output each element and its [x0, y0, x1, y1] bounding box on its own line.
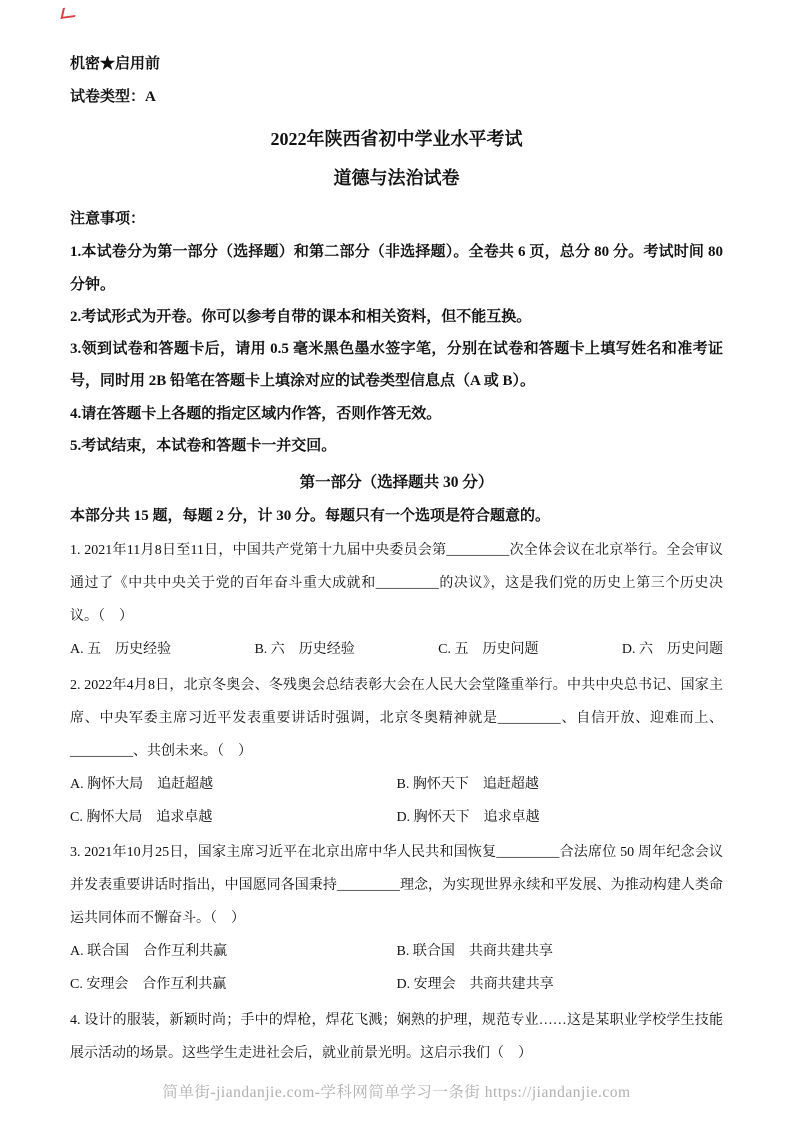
- question-3-stem: 3. 2021年10月25日，国家主席习近平在北京出席中华人民共和国恢复_________合法席位 50 周年纪念会议并发表重要讲话时指出，中国愿同各国秉持_________理念，为实现世界永续和平发展、为推动构建人类命运共同体而不懈奋斗。（ ）: [70, 845, 723, 927]
- question-2-option-a: A. 胸怀大局 追赶超越: [70, 776, 214, 792]
- notice-item-4: 4.请在答题卡上各题的指定区域内作答，否则作答无效。: [70, 405, 442, 422]
- question-3-option-a: A. 联合国 合作互利共赢: [70, 944, 228, 960]
- paper-type-label: 试卷类型：A: [70, 89, 156, 105]
- confidential-label: 机密★启用前: [70, 56, 161, 72]
- section1-intro: 本部分共 15 题，每题 2 分，计 30 分。每题只有一个选项是符合题意的。: [70, 508, 551, 525]
- notice-item-3: 3.领到试卷和答题卡后，请用 0.5 毫米黑色墨水签字笔，分别在试卷和答题卡上填写姓名和准考证号，同时用 2B 铅笔在答题卡上填涂对应的试卷类型信息点（A 或 B）。: [70, 341, 723, 390]
- notices-heading: 注意事项：: [70, 211, 146, 228]
- question-2: [70, 670, 723, 834]
- question-1-stem: 1. 2021年11月8日至11日，中国共产党第十九届中央委员会第_________次全体会议在北京举行。全会审议通过了《中共中央关于党的百年奋斗重大成就和_________的决议》，这是我们党的历史上第三个历史决议。（ ）: [70, 543, 723, 625]
- question-3-option-b: B. 联合国 共商共建共享: [396, 944, 553, 960]
- footer-watermark: 简单街-jiandanjie.com-学科网简单学习一条街 https://jiandanjie.com: [162, 1084, 631, 1101]
- question-2-option-c: C. 胸怀大局 追求卓越: [70, 809, 213, 825]
- notice-item-1: 1.本试卷分为第一部分（选择题）和第二部分（非选择题）。全卷共 6 页，总分 80 分。考试时间 80 分钟。: [70, 244, 723, 293]
- question-1-options: [70, 634, 723, 667]
- question-4: [70, 1005, 723, 1071]
- exam-title: 2022年陕西省初中学业水平考试: [270, 129, 523, 149]
- question-2-stem: 2. 2022年4月8日，北京冬奥会、冬残奥会总结表彰大会在人民大会堂隆重举行。中共中央总书记、国家主席、中央军委主席习近平发表重要讲话时强调，北京冬奥精神就是_________、自信开放、迎难而上、_________、共创未来。（ ）: [70, 678, 723, 759]
- question-3: [70, 837, 723, 1001]
- question-4-stem: 4. 设计的服装，新颖时尚；手中的焊枪，焊花飞溅；娴熟的护理，规范专业……这是某职业学校学生技能展示活动的场景。这些学生走进社会后，就业前景光明。这启示我们（ ）: [70, 1012, 723, 1061]
- question-2-option-d: D. 胸怀天下 追求卓越: [396, 809, 540, 825]
- exam-subtitle: 道德与法治试卷: [333, 167, 460, 188]
- question-2-option-b: B. 胸怀天下 追赶超越: [396, 776, 539, 792]
- question-3-option-c: C. 安理会 合作互利共赢: [70, 977, 227, 993]
- question-1-option-d: D. 六 历史问题: [621, 642, 723, 658]
- section1-heading: 第一部分（选择题共 30 分）: [299, 474, 494, 492]
- question-2-options: [70, 769, 723, 835]
- notice-item-2: 2.考试形式为开卷。你可以参考自带的课本和相关资料，但不能互换。: [70, 308, 532, 325]
- question-1-option-b: B. 六 历史经验: [254, 642, 355, 658]
- question-1-option-a: A. 五 历史经验: [70, 642, 172, 658]
- notice-item-5: 5.考试结束，本试卷和答题卡一并交回。: [70, 437, 337, 454]
- question-3-options: [70, 936, 723, 1002]
- red-scan-mark-icon: [60, 6, 77, 19]
- question-1: [70, 535, 723, 667]
- question-3-option-d: D. 安理会 共商共建共享: [396, 977, 554, 993]
- question-1-option-c: C. 五 历史问题: [438, 642, 539, 658]
